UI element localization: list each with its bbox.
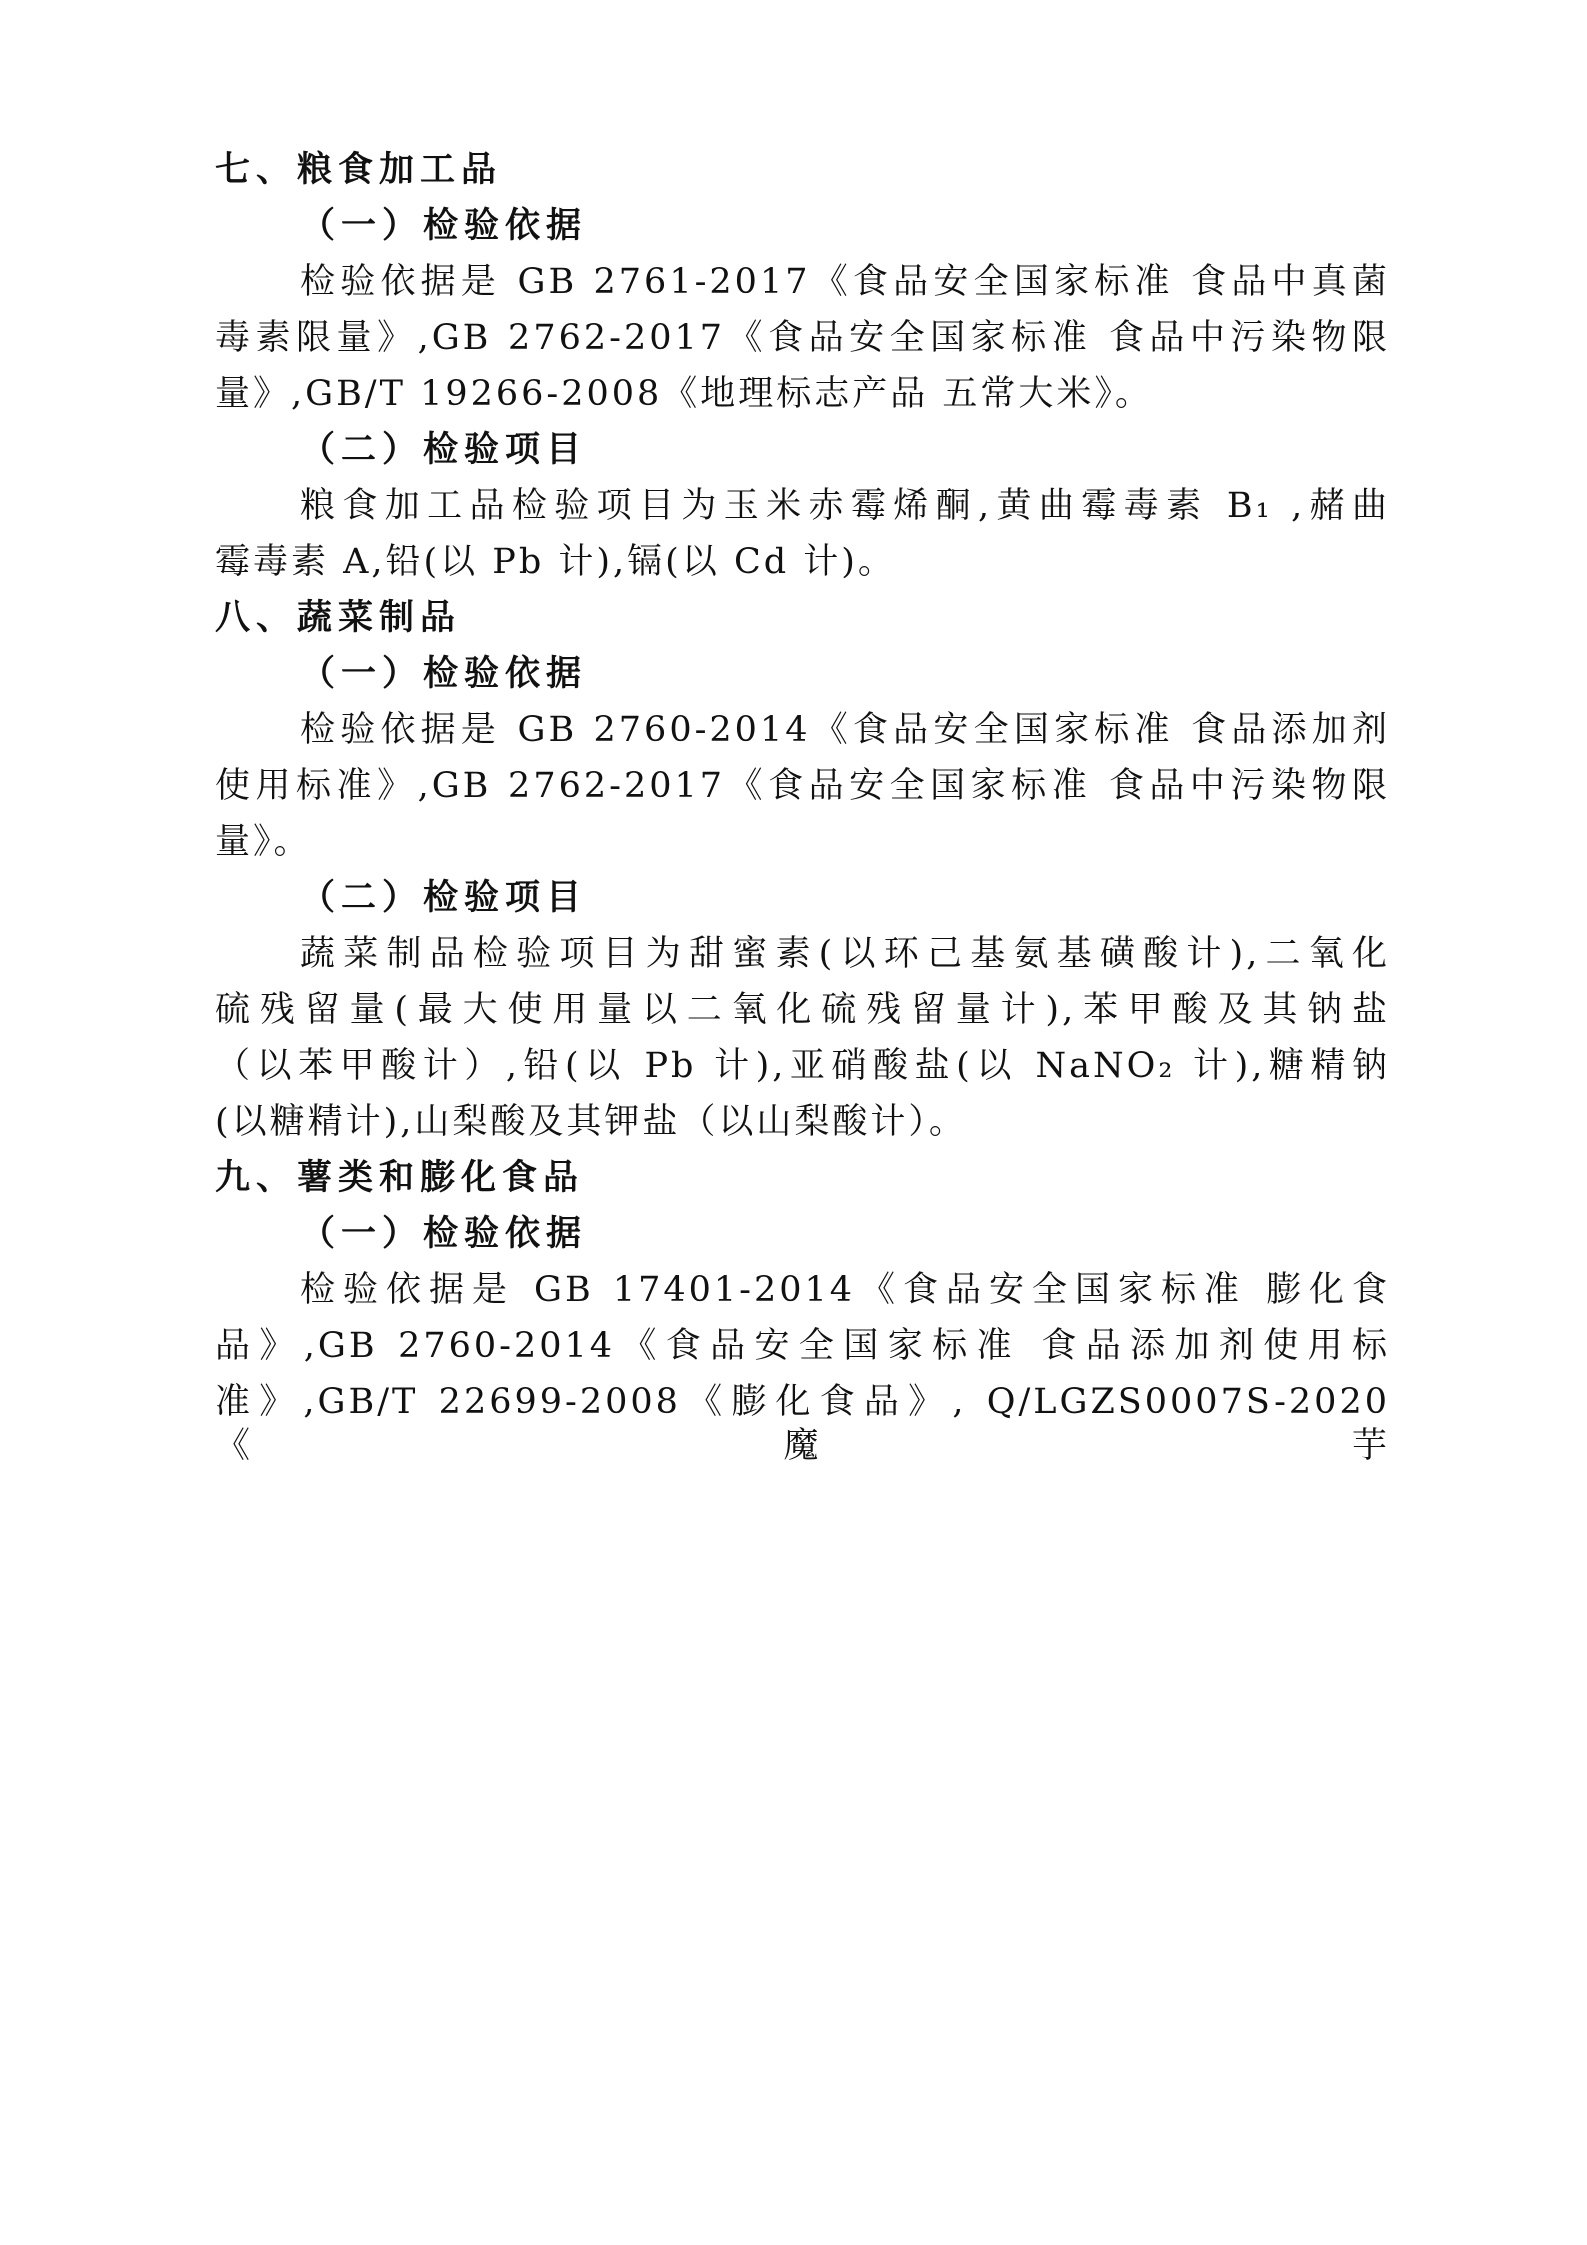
section-title: 九、薯类和膨化食品 xyxy=(215,1158,585,1198)
paragraph-line: 品》,GB 2760-2014《食品安全国家标准 食品添加剂使用标 xyxy=(215,1326,1390,1366)
paragraph-line: 量》,GB/T 19266-2008《地理标志产品 五常大米》。 xyxy=(215,374,1153,414)
paragraph-line: 粮食加工品检验项目为玉米赤霉烯酮,黄曲霉毒素 B₁ ,赭曲 xyxy=(300,486,1390,526)
paragraph-line: 毒素限量》,GB 2762-2017《食品安全国家标准 食品中污染物限 xyxy=(215,318,1390,358)
paragraph-line: 霉毒素 A,铅(以 Pb 计),镉(以 Cd 计)。 xyxy=(215,542,896,582)
subsection-heading: （一）检验依据 xyxy=(300,1214,588,1254)
paragraph-line: 蔬菜制品检验项目为甜蜜素(以环己基氨基磺酸计),二氧化 xyxy=(300,934,1390,974)
paragraph-line: 准》,GB/T 22699-2008《膨化食品》, Q/LGZS0007S-2020《魔芋 xyxy=(215,1382,1390,1466)
section-title: 八、蔬菜制品 xyxy=(215,598,462,638)
paragraph-line: 检验依据是 GB 2761-2017《食品安全国家标准 食品中真菌 xyxy=(300,262,1390,302)
subsection-heading: （二）检验项目 xyxy=(300,878,588,918)
subsection-heading: （一）检验依据 xyxy=(300,206,588,246)
paragraph-line: 量》。 xyxy=(215,822,312,862)
paragraph-line: （以苯甲酸计）,铅(以 Pb 计),亚硝酸盐(以 NaNO₂ 计),糖精钠 xyxy=(215,1046,1390,1086)
paragraph-line: 硫残留量(最大使用量以二氧化硫残留量计),苯甲酸及其钠盐 xyxy=(215,990,1390,1030)
section-title: 七、粮食加工品 xyxy=(215,150,503,190)
paragraph-line: 检验依据是 GB 2760-2014《食品安全国家标准 食品添加剂 xyxy=(300,710,1390,750)
subsection-heading: （二）检验项目 xyxy=(300,430,588,470)
subsection-heading: （一）检验依据 xyxy=(300,654,588,694)
paragraph-line: 使用标准》,GB 2762-2017《食品安全国家标准 食品中污染物限 xyxy=(215,766,1390,806)
paragraph-line: 检验依据是 GB 17401-2014《食品安全国家标准 膨化食 xyxy=(300,1270,1390,1310)
paragraph-line: (以糖精计),山梨酸及其钾盐（以山梨酸计）。 xyxy=(215,1102,967,1142)
